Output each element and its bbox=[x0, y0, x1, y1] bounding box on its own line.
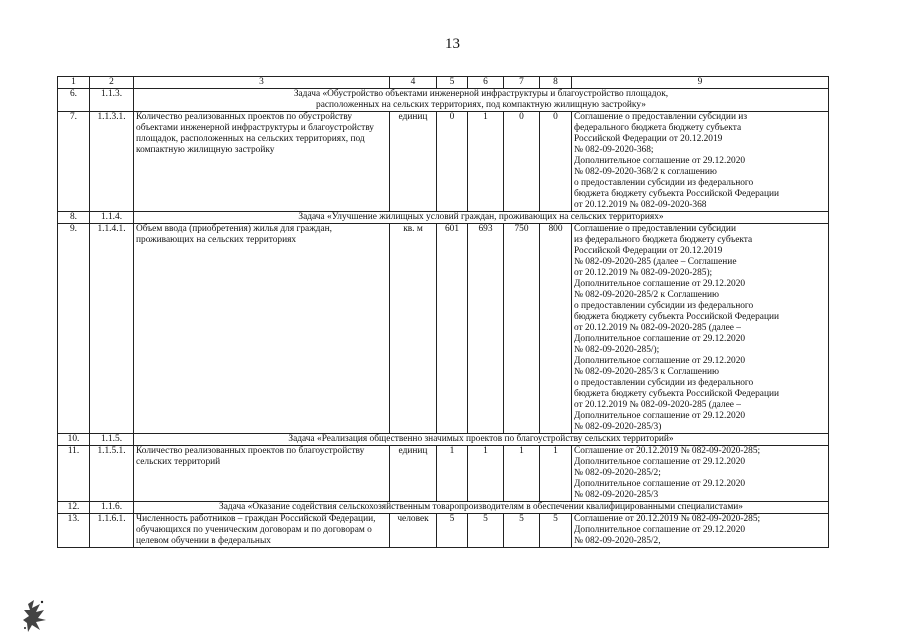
header-cell: 9 bbox=[572, 77, 829, 89]
task-row bbox=[58, 212, 829, 224]
row-number: 6. bbox=[58, 89, 90, 112]
unit: человек bbox=[390, 514, 437, 548]
header-cell: 2 bbox=[90, 77, 134, 89]
row-code: 1.1.4. bbox=[90, 212, 134, 224]
row-code: 1.1.3. bbox=[90, 89, 134, 112]
value-col7: 1 bbox=[504, 446, 540, 502]
row-number: 11. bbox=[58, 446, 90, 502]
indicator-row bbox=[58, 514, 829, 548]
row-number: 9. bbox=[58, 224, 90, 434]
basis-text: Соглашение от 20.12.2019 № 082-09-2020-285; Дополнительное соглашение от 29.12.2020 № 082-09-2020-285/2; Дополнительное соглашение от 29.12.2020 № 082-09-2020-285/3 bbox=[572, 446, 829, 502]
basis-text: Соглашение от 20.12.2019 № 082-09-2020-285; Дополнительное соглашение от 29.12.2020 № 082-09-2020-285/2, bbox=[572, 514, 829, 548]
row-code: 1.1.6.1. bbox=[90, 514, 134, 548]
ink-mark-icon bbox=[22, 598, 50, 634]
value-col6: 1 bbox=[468, 112, 504, 212]
value-col7: 750 bbox=[504, 224, 540, 434]
value-col8: 800 bbox=[540, 224, 572, 434]
indicator-name: Объем ввода (приобретения) жилья для граждан, проживающих на сельских территориях bbox=[134, 224, 390, 434]
task-title: Задача «Реализация общественно значимых проектов по благоустройству сельских территорий» bbox=[134, 434, 829, 446]
value-col7: 0 bbox=[504, 112, 540, 212]
value-col6: 693 bbox=[468, 224, 504, 434]
row-number: 10. bbox=[58, 434, 90, 446]
indicator-name: Количество реализованных проектов по обустройству объектами инженерной инфраструктуры и благоустройству площадок, расположенных на сельских территориях, под компактную жилищную застройку bbox=[134, 112, 390, 212]
indicator-name: Количество реализованных проектов по благоустройству сельских территорий bbox=[134, 446, 390, 502]
row-code: 1.1.5. bbox=[90, 434, 134, 446]
row-code: 1.1.6. bbox=[90, 502, 134, 514]
header-cell: 5 bbox=[437, 77, 468, 89]
row-number: 13. bbox=[58, 514, 90, 548]
indicators-table bbox=[57, 76, 829, 548]
value-col8: 5 bbox=[540, 514, 572, 548]
row-number: 7. bbox=[58, 112, 90, 212]
task-row bbox=[58, 434, 829, 446]
indicator-row bbox=[58, 446, 829, 502]
task-title: Задача «Улучшение жилищных условий граждан, проживающих на сельских территориях» bbox=[134, 212, 829, 224]
header-cell: 3 bbox=[134, 77, 390, 89]
header-cell: 8 bbox=[540, 77, 572, 89]
unit: единиц bbox=[390, 112, 437, 212]
column-number-row bbox=[58, 77, 829, 89]
row-code: 1.1.3.1. bbox=[90, 112, 134, 212]
row-code: 1.1.4.1. bbox=[90, 224, 134, 434]
value-col5: 1 bbox=[437, 446, 468, 502]
row-number: 8. bbox=[58, 212, 90, 224]
task-title: Задача «Оказание содействия сельскохозяйственным товаропроизводителям в обеспечении квалифицированными специалистами» bbox=[134, 502, 829, 514]
header-cell: 6 bbox=[468, 77, 504, 89]
header-cell: 7 bbox=[504, 77, 540, 89]
task-row bbox=[58, 502, 829, 514]
value-col8: 1 bbox=[540, 446, 572, 502]
indicator-name: Численность работников – граждан Российской Федерации, обучающихся по ученическим договорам и по договорам о целевом обучении в федеральных bbox=[134, 514, 390, 548]
value-col5: 0 bbox=[437, 112, 468, 212]
value-col5: 5 bbox=[437, 514, 468, 548]
row-code: 1.1.5.1. bbox=[90, 446, 134, 502]
header-cell: 1 bbox=[58, 77, 90, 89]
value-col7: 5 bbox=[504, 514, 540, 548]
task-title: Задача «Обустройство объектами инженерной инфраструктуры и благоустройство площадок, расположенных на сельских территориях, под компактную жилищную застройку» bbox=[134, 89, 829, 112]
basis-text: Соглашение о предоставлении субсидии из федерального бюджета бюджету субъекта Российской Федерации от 20.12.2019 № 082-09-2020-368; Дополнительное соглашение от 29.12.2020 № 082-09-2020-368/2 к соглашению о предоставлении субсидии из федерального бюджета бюджету субъекта Российской Федерации от 20.12.2019 № 082-09-2020-368 bbox=[572, 112, 829, 212]
unit: кв. м bbox=[390, 224, 437, 434]
unit: единиц bbox=[390, 446, 437, 502]
value-col8: 0 bbox=[540, 112, 572, 212]
indicator-row bbox=[58, 224, 829, 434]
value-col6: 1 bbox=[468, 446, 504, 502]
task-row bbox=[58, 89, 829, 112]
page-number: 13 bbox=[445, 36, 460, 52]
header-cell: 4 bbox=[390, 77, 437, 89]
indicator-row bbox=[58, 112, 829, 212]
basis-text: Соглашение о предоставлении субсидии из федерального бюджета бюджету субъекта Российской Федерации от 20.12.2019 № 082-09-2020-285 (далее – Соглашение от 20.12.2019 № 082-09-2020-285); Дополнительное соглашение от 29.12.2020 № 082-09-2020-285/2 к Соглашению о предоставлении субсидии из федерального бюджета бюджету субъекта Российской Федерации от 20.12.2019 № 082-09-2020-285 (далее – Дополнительное соглашение от 29.12.2020 № 082-09-2020-285/); Дополнительное соглашение от 29.12.2020 № 082-09-2020-285/3 к Соглашению о предоставлении субсидии из федерального бюджета бюджету субъекта Российской Федерации от 20.12.2019 № 082-09-2020-285 (далее – Дополнительное соглашение от 29.12.2020 № 082-09-2020-285/3) bbox=[572, 224, 829, 434]
value-col6: 5 bbox=[468, 514, 504, 548]
value-col5: 601 bbox=[437, 224, 468, 434]
row-number: 12. bbox=[58, 502, 90, 514]
